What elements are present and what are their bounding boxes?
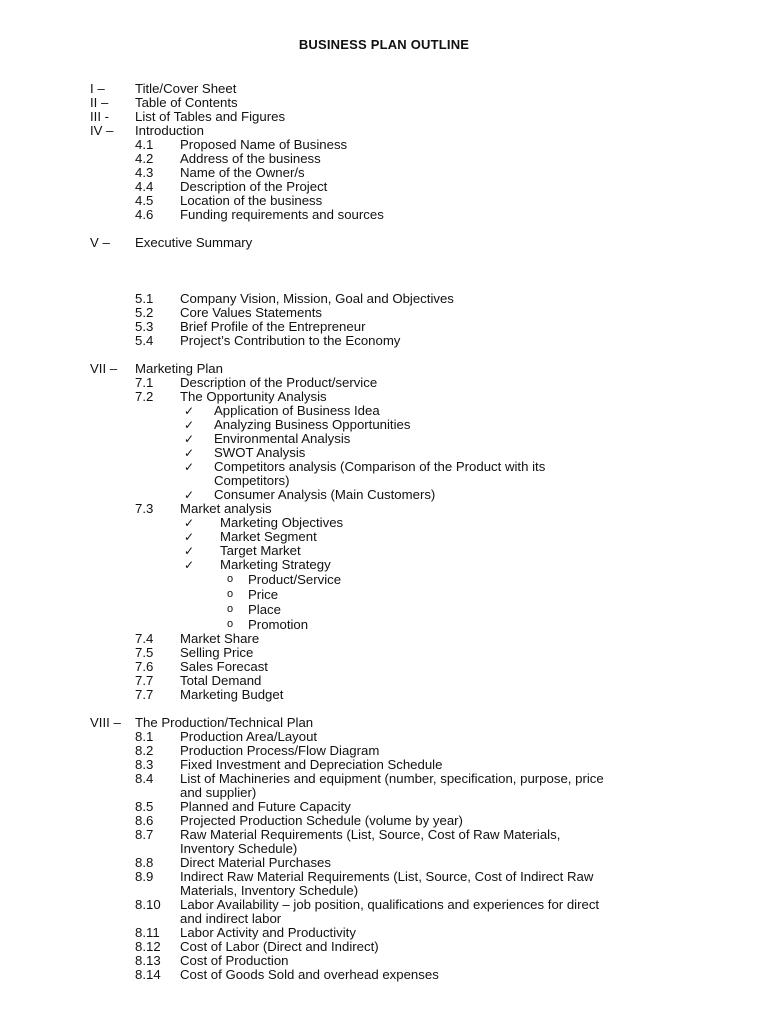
section-label: Executive Summary [135, 235, 253, 250]
check-label: Environmental Analysis [214, 431, 351, 446]
check-item [90, 488, 730, 502]
item-number: 8.11 [135, 925, 160, 940]
list-item [90, 674, 730, 688]
bullet-label: Promotion [248, 617, 309, 632]
section-marker: IV – [90, 123, 114, 138]
item-label: Sales Forecast [180, 659, 268, 674]
item-label: Market analysis [180, 501, 272, 516]
outline-list [90, 82, 730, 982]
checkmark-icon: ✓ [184, 516, 195, 530]
list-item [90, 954, 730, 968]
list-item [90, 320, 730, 334]
item-label: Description of the Product/service [180, 375, 378, 390]
item-number: 7.4 [135, 631, 154, 646]
item-number: 7.7 [135, 687, 154, 702]
list-item [90, 390, 730, 404]
item-label: Production Area/Layout [180, 729, 318, 744]
item-number: 8.7 [135, 827, 154, 842]
item-label: Project’s Contribution to the Economy [180, 333, 401, 348]
item-number: 7.1 [135, 375, 154, 390]
item-label: Indirect Raw Material Requirements (List, Source, Cost of Indirect Raw [180, 869, 594, 884]
section-marker: V – [90, 235, 110, 250]
section-4 [90, 124, 730, 138]
bullet-item [90, 572, 730, 587]
check-label: Marketing Objectives [220, 515, 344, 530]
item-label: Production Process/Flow Diagram [180, 743, 380, 758]
bullet-icon: o [227, 618, 234, 630]
item-number: 8.4 [135, 771, 154, 786]
item-number: 8.6 [135, 813, 154, 828]
item-label: Inventory Schedule) [180, 841, 298, 856]
item-label: Description of the Project [180, 179, 328, 194]
section-label: Marketing Plan [135, 361, 223, 376]
section-7 [90, 362, 730, 376]
section-label: List of Tables and Figures [135, 109, 286, 124]
check-item [90, 530, 730, 544]
item-label: Name of the Owner/s [180, 165, 305, 180]
bullet-icon: o [227, 603, 234, 615]
item-number: 8.3 [135, 757, 154, 772]
list-item [90, 814, 730, 828]
bullet-label: Product/Service [248, 572, 342, 587]
item-label: List of Machineries and equipment (number, specification, purpose, price [180, 771, 604, 786]
check-item [90, 418, 730, 432]
bullet-icon: o [227, 588, 234, 600]
item-label: Marketing Budget [180, 687, 284, 702]
checkmark-icon: ✓ [184, 460, 195, 474]
item-number: 8.13 [135, 953, 161, 968]
item-label: Location of the business [180, 193, 323, 208]
list-item [90, 632, 730, 646]
bullet-label: Place [248, 602, 281, 617]
list-item [90, 646, 730, 660]
item-number: 4.3 [135, 165, 154, 180]
item-label: The Opportunity Analysis [180, 389, 327, 404]
section-label: Title/Cover Sheet [135, 81, 237, 96]
list-item [90, 502, 730, 516]
list-item [90, 744, 730, 758]
checkmark-icon: ✓ [184, 446, 195, 460]
section-label: The Production/Technical Plan [135, 715, 314, 730]
bullet-item [90, 617, 730, 632]
section-label: Table of Contents [135, 95, 238, 110]
list-item [90, 898, 730, 912]
check-item [90, 558, 730, 572]
item-label: Cost of Goods Sold and overhead expenses [180, 967, 439, 982]
item-label: and supplier) [180, 785, 257, 800]
list-item [90, 166, 730, 180]
checkmark-icon: ✓ [184, 418, 195, 432]
item-number: 7.6 [135, 659, 154, 674]
checkmark-icon: ✓ [184, 558, 195, 572]
check-label: Consumer Analysis (Main Customers) [214, 487, 436, 502]
item-number: 7.5 [135, 645, 154, 660]
item-label: Labor Activity and Productivity [180, 925, 356, 940]
section-marker: II – [90, 95, 109, 110]
item-label: Cost of Labor (Direct and Indirect) [180, 939, 379, 954]
check-item-continuation [90, 474, 730, 488]
item-number: 8.10 [135, 897, 161, 912]
item-label: Address of the business [180, 151, 321, 166]
bullet-item [90, 602, 730, 617]
section-3 [90, 110, 730, 124]
list-item [90, 208, 730, 222]
checkmark-icon: ✓ [184, 544, 195, 558]
check-item [90, 516, 730, 530]
item-label: Raw Material Requirements (List, Source, Cost of Raw Materials, [180, 827, 561, 842]
item-label: Direct Material Purchases [180, 855, 331, 870]
item-number: 8.8 [135, 855, 154, 870]
bullet-icon: o [227, 573, 234, 585]
check-label: Application of Business Idea [214, 403, 380, 418]
list-item [90, 688, 730, 702]
bullet-item [90, 587, 730, 602]
item-number: 8.2 [135, 743, 154, 758]
item-label: Company Vision, Mission, Goal and Objectives [180, 291, 454, 306]
section-marker: VII – [90, 361, 118, 376]
item-number: 8.1 [135, 729, 154, 744]
item-label: and indirect labor [180, 911, 282, 926]
checkmark-icon: ✓ [184, 488, 195, 502]
check-label: Market Segment [220, 529, 317, 544]
list-item-continuation [90, 842, 730, 856]
item-number: 4.6 [135, 207, 154, 222]
item-number: 5.1 [135, 291, 154, 306]
item-number: 8.5 [135, 799, 154, 814]
item-label: Projected Production Schedule (volume by year) [180, 813, 463, 828]
list-item [90, 772, 730, 786]
list-item [90, 180, 730, 194]
item-label: Cost of Production [180, 953, 289, 968]
bullet-label: Price [248, 587, 279, 602]
list-item [90, 194, 730, 208]
item-label: Core Values Statements [180, 305, 322, 320]
item-number: 5.4 [135, 333, 154, 348]
list-item [90, 940, 730, 954]
checkmark-icon: ✓ [184, 530, 195, 544]
item-number: 4.1 [135, 137, 154, 152]
check-label: Competitors analysis (Comparison of the Product with its [214, 459, 546, 474]
list-item [90, 730, 730, 744]
list-item [90, 968, 730, 982]
list-item [90, 152, 730, 166]
item-label: Proposed Name of Business [180, 137, 348, 152]
item-number: 8.12 [135, 939, 161, 954]
list-item [90, 870, 730, 884]
list-item [90, 306, 730, 320]
spacer [90, 222, 730, 236]
check-item [90, 446, 730, 460]
item-number: 5.3 [135, 319, 154, 334]
list-item [90, 334, 730, 348]
list-item [90, 292, 730, 306]
list-item [90, 660, 730, 674]
section-5 [90, 236, 730, 250]
check-label: SWOT Analysis [214, 445, 306, 460]
list-item-continuation [90, 884, 730, 898]
item-number: 5.2 [135, 305, 154, 320]
item-number: 4.5 [135, 193, 154, 208]
item-label: Market Share [180, 631, 260, 646]
check-item [90, 460, 730, 474]
item-number: 8.14 [135, 967, 161, 982]
check-label: Analyzing Business Opportunities [214, 417, 411, 432]
check-item [90, 432, 730, 446]
section-marker: VIII – [90, 715, 121, 730]
item-number: 7.2 [135, 389, 154, 404]
check-label: Target Market [220, 543, 301, 558]
item-number: 4.4 [135, 179, 154, 194]
section-marker: I – [90, 81, 105, 96]
section-1 [90, 82, 730, 96]
spacer [90, 348, 730, 362]
item-label: Labor Availability – job position, qualifications and experiences for direct [180, 897, 600, 912]
section-2 [90, 96, 730, 110]
list-item [90, 828, 730, 842]
item-number: 8.9 [135, 869, 154, 884]
list-item-continuation [90, 786, 730, 800]
list-item [90, 758, 730, 772]
checkmark-icon: ✓ [184, 432, 195, 446]
item-label: Materials, Inventory Schedule) [180, 883, 359, 898]
item-number: 4.2 [135, 151, 154, 166]
checkmark-icon: ✓ [184, 404, 195, 418]
spacer [90, 702, 730, 716]
list-item [90, 138, 730, 152]
section-8 [90, 716, 730, 730]
check-item [90, 544, 730, 558]
item-number: 7.7 [135, 673, 154, 688]
item-label: Funding requirements and sources [180, 207, 384, 222]
list-item-continuation [90, 912, 730, 926]
item-label: Total Demand [180, 673, 262, 688]
list-item [90, 800, 730, 814]
item-label: Brief Profile of the Entrepreneur [180, 319, 366, 334]
item-label: Selling Price [180, 645, 254, 660]
list-item [90, 856, 730, 870]
section-marker: III - [90, 109, 110, 124]
item-number: 7.3 [135, 501, 154, 516]
check-label: Marketing Strategy [220, 557, 331, 572]
page-title: BUSINESS PLAN OUTLINE [298, 37, 470, 52]
section-label: Introduction [135, 123, 204, 138]
spacer [90, 250, 730, 292]
check-label: Competitors) [214, 473, 290, 488]
check-item [90, 404, 730, 418]
item-label: Planned and Future Capacity [180, 799, 351, 814]
list-item [90, 376, 730, 390]
list-item [90, 926, 730, 940]
item-label: Fixed Investment and Depreciation Schedule [180, 757, 443, 772]
